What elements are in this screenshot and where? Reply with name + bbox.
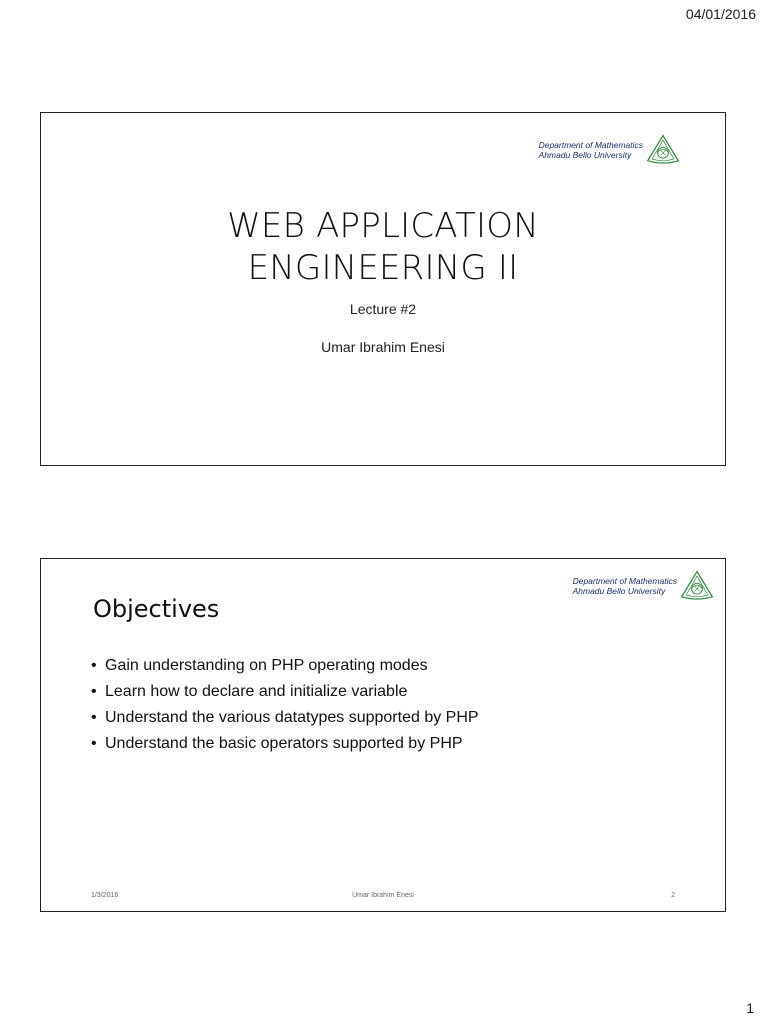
bullet-icon: •	[91, 709, 97, 726]
footer-slide-number: 2	[671, 892, 675, 899]
footer-author: Umar Ibrahim Enesi	[352, 892, 414, 899]
lecture-subtitle: Lecture #2	[349, 301, 417, 317]
branding	[573, 569, 715, 603]
footer-date: 1/3/2016	[91, 892, 119, 899]
university-name: Ahmadu Bello University	[572, 586, 666, 596]
slide-heading: Objectives	[93, 595, 220, 623]
slide-objectives	[40, 558, 726, 912]
bullet-icon: •	[91, 735, 97, 752]
page-number: 1	[746, 1000, 754, 1016]
title-block	[41, 205, 725, 355]
bullet-text: Understand the basic operators supported by PHP	[105, 735, 463, 752]
author-name: Umar Ibrahim Enesi	[321, 339, 445, 355]
list-item	[91, 679, 695, 705]
slide-title	[40, 112, 726, 466]
objectives-list	[91, 653, 695, 757]
title-line-2: ENGINEERING II	[247, 248, 519, 288]
list-item	[91, 653, 695, 679]
university-name: Ahmadu Bello University	[538, 150, 632, 160]
list-item	[91, 731, 695, 757]
bullet-text: Gain understanding on PHP operating modes	[105, 657, 428, 674]
department-name: Department of Mathematics	[572, 576, 677, 586]
slide-main-title	[41, 205, 725, 289]
bullet-icon: •	[91, 657, 97, 674]
branding-text	[573, 576, 677, 596]
list-item	[91, 705, 695, 731]
print-date: 04/01/2016	[685, 6, 756, 22]
bullet-icon: •	[91, 683, 97, 700]
title-line-1: WEB APPLICATION	[227, 206, 539, 246]
bullet-text: Understand the various datatypes supported by PHP	[105, 709, 479, 726]
branding-text	[539, 140, 643, 160]
university-seal-icon	[645, 133, 681, 167]
bullet-text: Learn how to declare and initialize variable	[105, 683, 408, 700]
branding	[539, 133, 681, 167]
department-name: Department of Mathematics	[538, 140, 643, 150]
university-seal-icon	[679, 569, 715, 603]
